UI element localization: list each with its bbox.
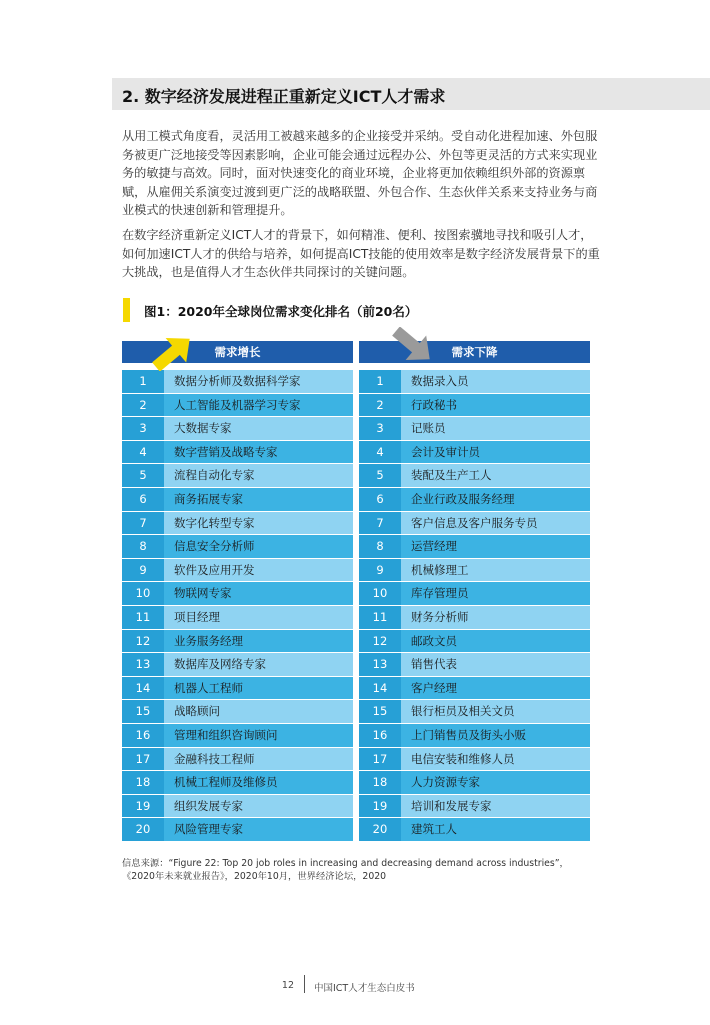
rank-cell: 10 <box>359 582 401 605</box>
role-cell: 机器人工程师 <box>164 677 353 700</box>
role-cell: 数字营销及战略专家 <box>164 441 353 464</box>
rank-cell: 15 <box>359 700 401 723</box>
table-row <box>122 771 353 794</box>
role-cell: 金融科技工程师 <box>164 748 353 771</box>
rank-cell: 10 <box>122 582 164 605</box>
table-row <box>122 512 353 535</box>
role-cell: 库存管理员 <box>401 582 590 605</box>
table-row <box>122 441 353 464</box>
role-cell: 数字化转型专家 <box>164 512 353 535</box>
rank-cell: 9 <box>122 559 164 582</box>
role-cell: 机械工程师及维修员 <box>164 771 353 794</box>
increase-table-body <box>122 370 353 841</box>
table-row <box>359 559 590 582</box>
table-row <box>359 394 590 417</box>
role-cell: 培训和发展专家 <box>401 795 590 818</box>
role-cell: 数据分析师及数据科学家 <box>164 370 353 393</box>
rank-cell: 1 <box>359 370 401 393</box>
table-row <box>359 441 590 464</box>
table-row <box>359 582 590 605</box>
role-cell: 数据库及网络专家 <box>164 653 353 676</box>
rank-cell: 19 <box>122 795 164 818</box>
table-row <box>122 559 353 582</box>
increase-demand-table <box>122 341 353 842</box>
table-row <box>122 606 353 629</box>
rank-cell: 2 <box>359 394 401 417</box>
role-cell: 数据录入员 <box>401 370 590 393</box>
rank-cell: 11 <box>359 606 401 629</box>
role-cell: 银行柜员及相关文员 <box>401 700 590 723</box>
rank-cell: 12 <box>122 630 164 653</box>
source-note: 信息来源：“Figure 22: Top 20 job roles in increasing and decreasing demand across industries”，《2020年未来就业报告》，2020年10月，世界经济论坛，2020 <box>122 858 569 882</box>
table-row <box>359 818 590 841</box>
table-row <box>122 488 353 511</box>
page-number: 12 <box>281 980 294 991</box>
role-cell: 记账员 <box>401 417 590 440</box>
table-row <box>122 724 353 747</box>
rank-cell: 2 <box>122 394 164 417</box>
table-row <box>122 700 353 723</box>
table-row <box>122 394 353 417</box>
role-cell: 风险管理专家 <box>164 818 353 841</box>
rank-cell: 16 <box>359 724 401 747</box>
table-row <box>359 630 590 653</box>
role-cell: 会计及审计员 <box>401 441 590 464</box>
rank-cell: 6 <box>359 488 401 511</box>
role-cell: 上门销售员及街头小贩 <box>401 724 590 747</box>
increase-table-header: 需求增长 <box>122 341 353 363</box>
role-cell: 企业行政及服务经理 <box>401 488 590 511</box>
decrease-table-body <box>359 370 590 841</box>
figure-title: 图1：2020年全球岗位需求变化排名（前20名） <box>144 304 418 319</box>
role-cell: 人力资源专家 <box>401 771 590 794</box>
decrease-demand-table <box>359 341 590 842</box>
role-cell: 销售代表 <box>401 653 590 676</box>
table-row <box>122 417 353 440</box>
table-row <box>359 724 590 747</box>
body-paragraph: 从用工模式角度看，灵活用工被越来越多的企业接受并采纳。受自动化进程加速、外包服务被更广泛地接受等因素影响，企业可能会通过远程办公、外包等更灵活的方式来实现业务的敏捷与高效。同时，面对快速变化的商业环境，企业将更加依赖组织外部的资源禀赋，从雇佣关系演变过渡到更广泛的战略联盟、外包合作、生态伙伴关系来支持业务与商业模式的快速创新和管理提升。 <box>122 129 598 218</box>
rank-cell: 11 <box>122 606 164 629</box>
rank-cell: 6 <box>122 488 164 511</box>
rank-cell: 13 <box>359 653 401 676</box>
rank-cell: 4 <box>359 441 401 464</box>
section-header <box>112 78 710 110</box>
rank-cell: 9 <box>359 559 401 582</box>
table-row <box>122 464 353 487</box>
role-cell: 建筑工人 <box>401 818 590 841</box>
table-row <box>359 700 590 723</box>
role-cell: 项目经理 <box>164 606 353 629</box>
rank-cell: 1 <box>122 370 164 393</box>
role-cell: 邮政文员 <box>401 630 590 653</box>
table-row <box>359 606 590 629</box>
table-row <box>359 417 590 440</box>
rank-cell: 13 <box>122 653 164 676</box>
table-row <box>359 488 590 511</box>
role-cell: 管理和组织咨询顾问 <box>164 724 353 747</box>
role-cell: 商务拓展专家 <box>164 488 353 511</box>
rank-cell: 3 <box>122 417 164 440</box>
role-cell: 流程自动化专家 <box>164 464 353 487</box>
role-cell: 装配及生产工人 <box>401 464 590 487</box>
rank-cell: 17 <box>122 748 164 771</box>
table-row <box>359 677 590 700</box>
rank-cell: 12 <box>359 630 401 653</box>
rank-cell: 20 <box>359 818 401 841</box>
arrow-down-right-icon <box>392 327 440 371</box>
footer-divider <box>304 975 305 993</box>
table-row <box>122 795 353 818</box>
table-row <box>359 748 590 771</box>
footer-doc-title: 中国ICT人才生态白皮书 <box>314 983 415 994</box>
rank-cell: 5 <box>359 464 401 487</box>
rank-cell: 14 <box>359 677 401 700</box>
rank-cell: 14 <box>122 677 164 700</box>
figure-marker <box>123 298 130 322</box>
role-cell: 行政秘书 <box>401 394 590 417</box>
rank-cell: 8 <box>359 535 401 558</box>
rank-cell: 15 <box>122 700 164 723</box>
table-row <box>359 795 590 818</box>
rank-cell: 8 <box>122 535 164 558</box>
role-cell: 财务分析师 <box>401 606 590 629</box>
role-cell: 运营经理 <box>401 535 590 558</box>
body-paragraph: 在数字经济重新定义ICT人才的背景下，如何精准、便利、按图索骥地寻找和吸引人才，如何加速ICT人才的供给与培养，如何提高ICT技能的使用效率是数字经济发展背景下的重大挑战，也是值得人才生态伙伴共同探讨的关键问题。 <box>122 228 600 280</box>
role-cell: 战略顾问 <box>164 700 353 723</box>
table-row <box>359 464 590 487</box>
rank-cell: 3 <box>359 417 401 440</box>
rank-cell: 18 <box>359 771 401 794</box>
rank-cell: 17 <box>359 748 401 771</box>
decrease-table-header: 需求下降 <box>359 341 590 363</box>
rank-cell: 20 <box>122 818 164 841</box>
table-row <box>122 630 353 653</box>
arrow-up-right-icon <box>152 327 200 371</box>
table-row <box>359 535 590 558</box>
role-cell: 电信安装和维修人员 <box>401 748 590 771</box>
role-cell: 软件及应用开发 <box>164 559 353 582</box>
table-row <box>359 370 590 393</box>
role-cell: 客户信息及客户服务专员 <box>401 512 590 535</box>
rank-cell: 7 <box>359 512 401 535</box>
table-row <box>122 818 353 841</box>
rank-cell: 18 <box>122 771 164 794</box>
role-cell: 客户经理 <box>401 677 590 700</box>
rank-cell: 19 <box>359 795 401 818</box>
section-title: 2. 数字经济发展进程正重新定义ICT人才需求 <box>122 87 446 106</box>
table-row <box>122 370 353 393</box>
role-cell: 组织发展专家 <box>164 795 353 818</box>
role-cell: 人工智能及机器学习专家 <box>164 394 353 417</box>
table-row <box>122 653 353 676</box>
role-cell: 物联网专家 <box>164 582 353 605</box>
rank-cell: 4 <box>122 441 164 464</box>
role-cell: 机械修理工 <box>401 559 590 582</box>
rank-cell: 7 <box>122 512 164 535</box>
role-cell: 大数据专家 <box>164 417 353 440</box>
table-row <box>359 512 590 535</box>
role-cell: 业务服务经理 <box>164 630 353 653</box>
table-row <box>122 677 353 700</box>
table-row <box>359 771 590 794</box>
table-row <box>359 653 590 676</box>
rank-cell: 5 <box>122 464 164 487</box>
table-row <box>122 748 353 771</box>
table-row <box>122 535 353 558</box>
rank-cell: 16 <box>122 724 164 747</box>
role-cell: 信息安全分析师 <box>164 535 353 558</box>
table-row <box>122 582 353 605</box>
